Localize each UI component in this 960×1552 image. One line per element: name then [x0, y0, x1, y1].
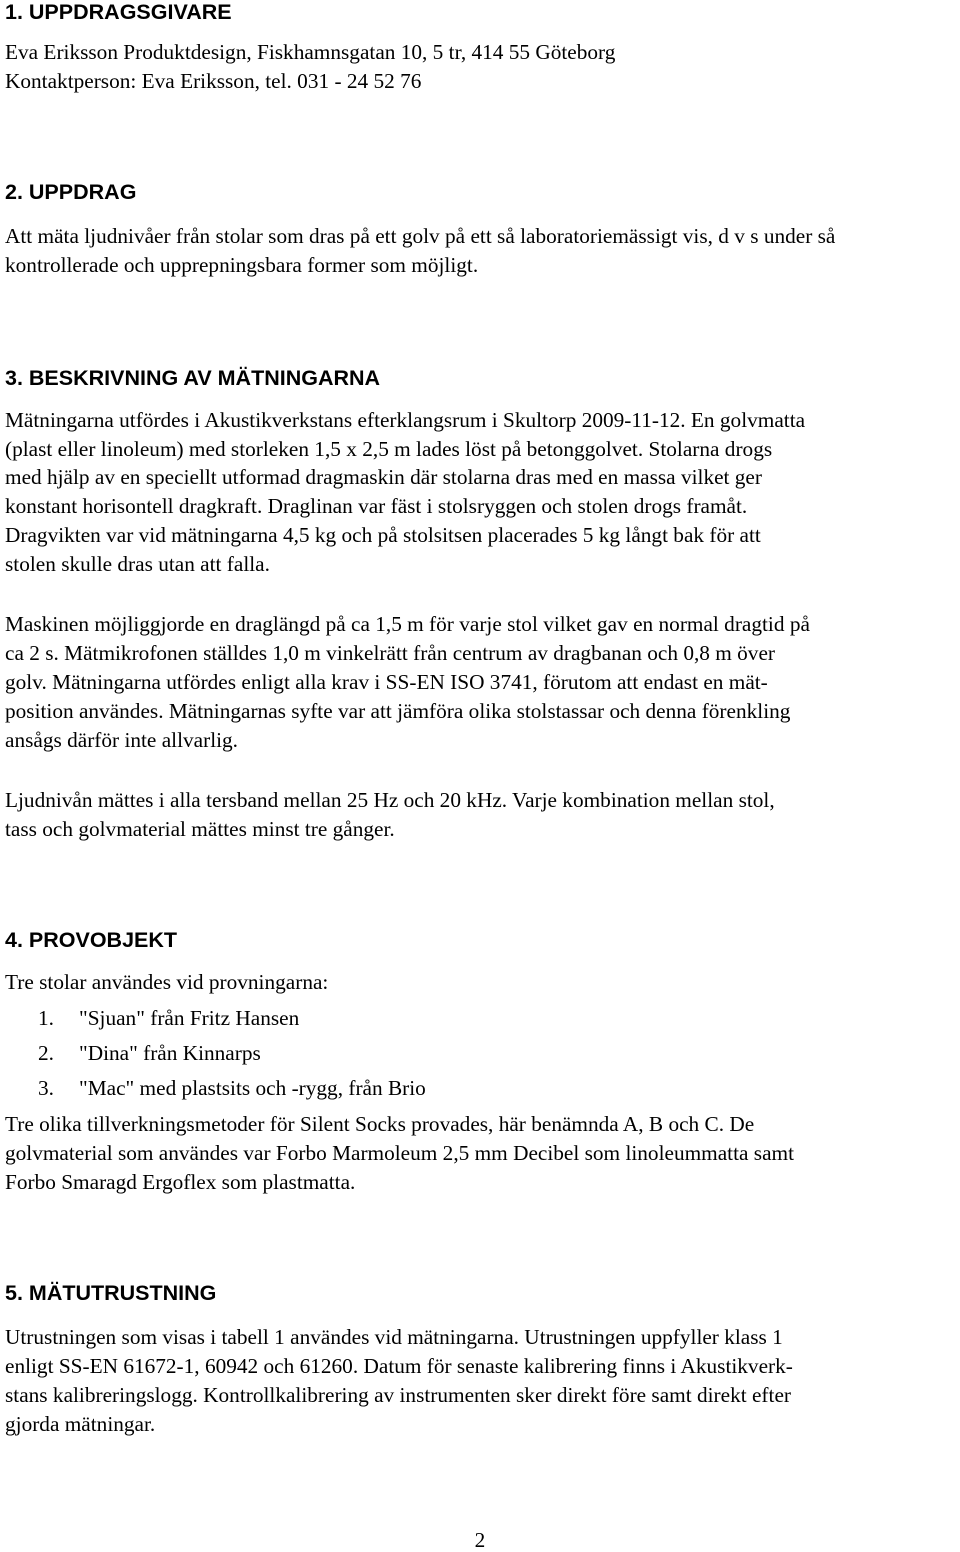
description-line: tass och golvmaterial mättes minst tre gånger. — [5, 817, 395, 841]
list-item-number: 3. — [38, 1076, 54, 1100]
equipment-line: gjorda mätningar. — [5, 1412, 156, 1436]
description-line: Mätningarna utfördes i Akustikverkstans efterklangsrum i Skultorp 2009-11-12. En golvmatta — [5, 408, 806, 432]
test-objects-intro: Tre stolar användes vid provningarna: — [5, 970, 329, 994]
description-line: Maskinen möjliggjorde en draglängd på ca 1,5 m för varje stol vilket gav en normal dragtid på — [5, 612, 810, 636]
equipment-line: Utrustningen som visas i tabell 1 användes vid mätningarna. Utrustningen uppfyller klass 1 — [5, 1325, 783, 1349]
description-line: position användes. Mätningarnas syfte var att jämföra olika stolstassar och denna förenkling — [5, 699, 791, 723]
list-item-text: "Dina" från Kinnarps — [79, 1041, 261, 1065]
test-objects-line: Forbo Smaragd Ergoflex som plastmatta. — [5, 1170, 356, 1194]
list-item-number: 2. — [38, 1041, 54, 1065]
section-4-heading: 4. PROVOBJEKT — [5, 928, 178, 952]
client-contact-line: Kontaktperson: Eva Eriksson, tel. 031 - 24 52 76 — [5, 69, 422, 93]
section-5-heading: 5. MÄTUTRUSTNING — [5, 1281, 217, 1305]
equipment-line: stans kalibreringslogg. Kontrollkalibrering av instrumenten sker direkt före samt direkt efter — [5, 1383, 791, 1407]
client-address-line: Eva Eriksson Produktdesign, Fiskhamnsgatan 10, 5 tr, 414 55 Göteborg — [5, 40, 616, 64]
description-line: ansågs därför inte allvarlig. — [5, 728, 238, 752]
description-line: stolen skulle dras utan att falla. — [5, 552, 270, 576]
assignment-line: kontrollerade och upprepningsbara former som möjligt. — [5, 253, 479, 277]
list-item-text: "Sjuan" från Fritz Hansen — [79, 1006, 300, 1030]
section-1-heading: 1. UPPDRAGSGIVARE — [5, 0, 232, 24]
test-objects-line: golvmaterial som användes var Forbo Marmoleum 2,5 mm Decibel som linoleummatta samt — [5, 1141, 795, 1165]
description-line: golv. Mätningarna utfördes enligt alla krav i SS-EN ISO 3741, förutom att endast en mät- — [5, 670, 768, 694]
page-number: 2 — [474, 1528, 486, 1552]
list-item-number: 1. — [38, 1006, 54, 1030]
section-2-heading: 2. UPPDRAG — [5, 180, 137, 204]
description-line: med hjälp av en speciellt utformad dragmaskin där stolarna dras med en massa vilket ger — [5, 465, 762, 489]
description-line: konstant horisontell dragkraft. Draglinan var fäst i stolsryggen och stolen drogs framåt. — [5, 494, 748, 518]
description-line: ca 2 s. Mätmikrofonen ställdes 1,0 m vinkelrätt från centrum av dragbanan och 0,8 m över — [5, 641, 776, 665]
section-3-heading: 3. BESKRIVNING AV MÄTNINGARNA — [5, 366, 381, 390]
description-line: Ljudnivån mättes i alla tersband mellan 25 Hz och 20 kHz. Varje kombination mellan stol, — [5, 788, 775, 812]
equipment-line: enligt SS-EN 61672-1, 60942 och 61260. Datum för senaste kalibrering finns i Akustikverk- — [5, 1354, 793, 1378]
assignment-line: Att mäta ljudnivåer från stolar som dras på ett golv på ett så laboratoriemässigt vis, d v s under så — [5, 224, 836, 248]
list-item-text: "Mac" med plastsits och -rygg, från Brio — [79, 1076, 426, 1100]
test-objects-line: Tre olika tillverkningsmetoder för Silent Socks provades, här benämnda A, B och C. De — [5, 1112, 755, 1136]
description-line: Dragvikten var vid mätningarna 4,5 kg och på stolsitsen placerades 5 kg långt bak för att — [5, 523, 761, 547]
description-line: (plast eller linoleum) med storleken 1,5 x 2,5 m lades löst på betonggolvet. Stolarna drogs — [5, 437, 773, 461]
